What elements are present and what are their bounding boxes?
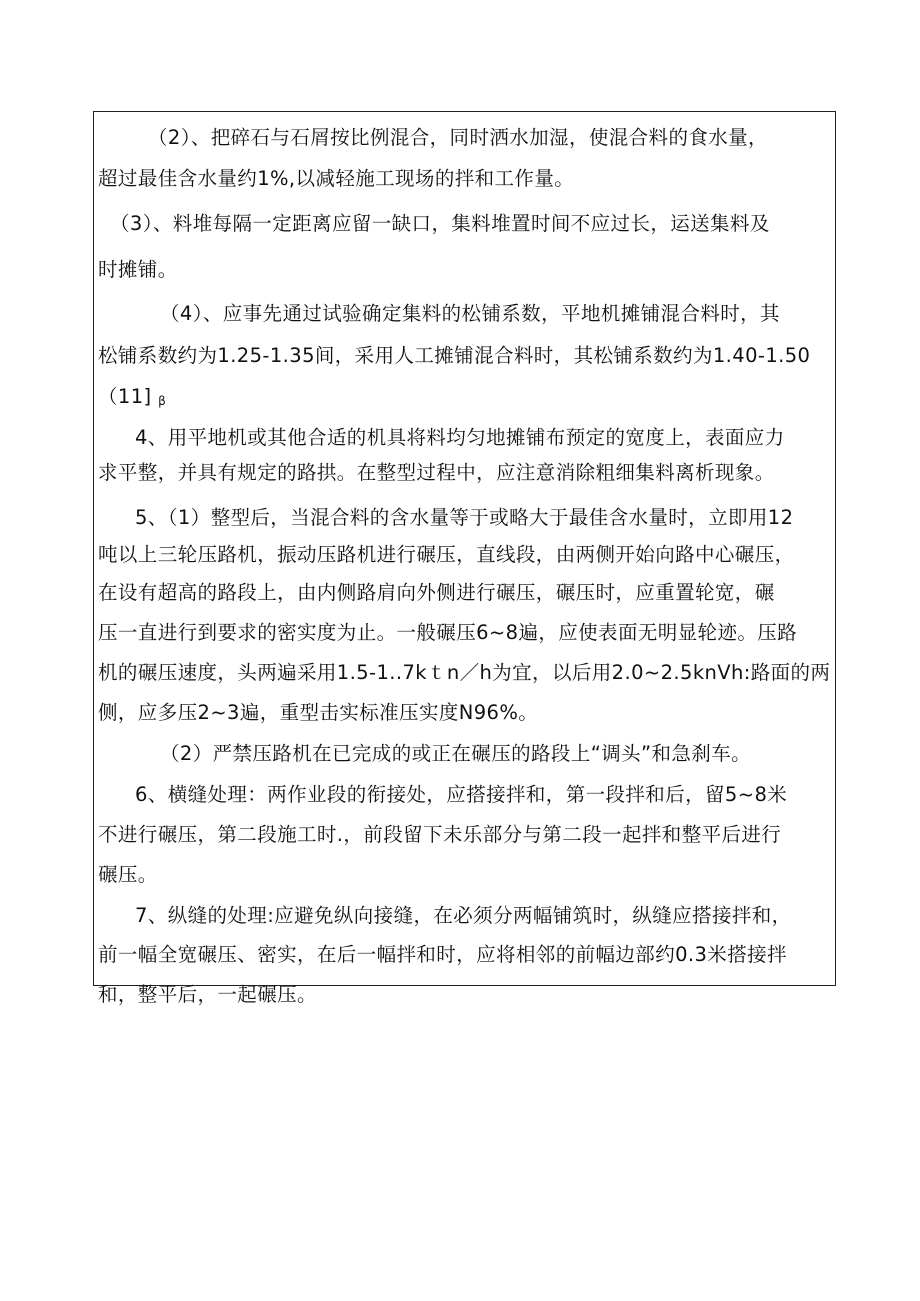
text-line: 6、横缝处理：两作业段的衔接处，应搭接拌和，第一段拌和后，留5~8米: [135, 783, 788, 806]
text-line: （2）、把碎石与石屑按比例混合，同时洒水加湿，使混合料的食水量，: [148, 126, 768, 149]
text-line: 5、（1）整型后，当混合料的含水量等于或略大于最佳含水量时，立即用12: [135, 506, 794, 529]
text-line: 前一幅全宽碾压、密实，在后一幅拌和时，应将相邻的前幅边部约0.3米搭接拌: [98, 943, 787, 966]
text-line: 不进行碾压，第二段施工时.，前段留下未乐部分与第二段一起拌和整平后进行: [98, 823, 782, 846]
text-line: 4、用平地机或其他合适的机具将料均匀地摊铺布预定的宽度上，表面应力: [135, 426, 785, 449]
text-line: 侧，应多压2~3遍，重型击实标准压实度N96%。: [98, 701, 539, 724]
text-line: 7、纵缝的处理:应避免纵向接缝，在必须分两幅铺筑时，纵缝应搭接拌和，: [135, 904, 792, 927]
text-line: 吨以上三轮压路机，振动压路机进行碾压，直线段，由两侧开始向路中心碾压，: [98, 543, 795, 566]
text-line: [98, 384, 166, 414]
text-line: 碾压。: [98, 863, 158, 886]
text-line: 超过最佳含水量约1%,以减轻施工现场的拌和工作量。: [98, 167, 575, 190]
text-line: 压一直进行到要求的密实度为止。一般碾压6~8遍，应使表面无明显轮迹。压路: [98, 621, 798, 644]
text-line: 时摊铺。: [98, 258, 178, 281]
text-line: （3）、料堆每隔一定距离应留一缺口，集料堆置时间不应过长，运送集料及: [110, 212, 770, 235]
text-line: 在设有超高的路段上，由内侧路肩向外侧进行碾压，碾压时，应重置轮宽，碾: [98, 581, 775, 604]
text-line: （2）严禁压路机在已完成的或正在碾压的路段上“调头”和急刹车。: [160, 742, 752, 765]
text-line: 松铺系数约为1.25-1.35间，采用人工摊铺混合料时，其松铺系数约为1.40-1.50: [98, 344, 811, 367]
text-line: 机的碾压速度，头两遍采用1.5-1..7kｔn／h为宜，以后用2.0~2.5knVh:路面的两: [98, 661, 831, 684]
beta-mark: β: [158, 394, 167, 408]
text-line: （4）、应事先通过试验确定集料的松铺系数，平地机摊铺混合料时，其: [160, 302, 780, 325]
citation-ref: （11]: [98, 385, 152, 408]
text-line: 和，整平后，一起碾压。: [98, 983, 317, 1006]
text-line: 求平整，并具有规定的路拱。在整型过程中，应注意消除粗细集料离析现象。: [98, 461, 775, 484]
